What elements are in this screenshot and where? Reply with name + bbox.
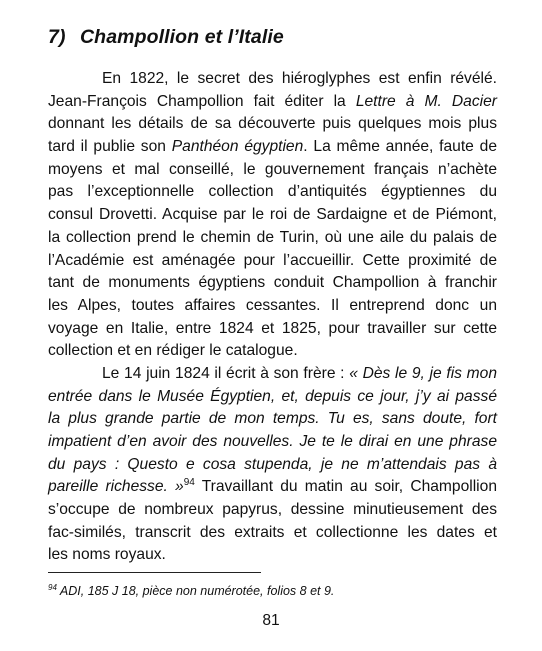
footnote bbox=[48, 584, 334, 598]
text-segment: tard il publie son bbox=[48, 138, 166, 156]
paragraph-1-line-9: l’Académie est aménagée pour l’accueillir. Cette proximité de bbox=[48, 251, 497, 269]
paragraph-1-line-13: collection et en rédiger le catalogue. bbox=[48, 342, 298, 360]
text-segment: Travaillant du matin au soir, Champollion bbox=[194, 478, 497, 496]
quote-segment: entrée dans le Musée Égyptien, et, depuis ce jour, j’y ai passé bbox=[48, 387, 497, 405]
paragraph-2-line-7: s’occupe de nombreux papyrus, dessine minutieusement des bbox=[48, 501, 497, 519]
paragraph-2-line-2 bbox=[48, 386, 497, 409]
paragraph-1-line-7: consul Drovetti. Acquise par le roi de Sardaigne et de Piémont, bbox=[48, 206, 497, 224]
paragraph-1-line-2 bbox=[48, 91, 497, 114]
text-segment: . La même année, faute de bbox=[303, 138, 497, 156]
italic-title-pantheon: Panthéon égyptien bbox=[171, 138, 304, 156]
paragraph-1-line-10: tant de monuments égyptiens conduit Champollion à franchir bbox=[48, 274, 497, 292]
paragraph-1-line-3: donnant les détails de sa découverte puis quelques mois plus bbox=[48, 115, 497, 133]
italic-title-lettre-a-dacier: Lettre à M. Dacier bbox=[355, 92, 497, 110]
footnote-separator bbox=[48, 572, 261, 573]
quote-segment: « Dès le 9, je fis mon bbox=[349, 364, 498, 382]
text-segment: Jean-François Champollion fait éditer la bbox=[48, 92, 346, 110]
paragraph-1-line-6: pas l’exceptionnelle collection d’antiquités égyptiennes du bbox=[48, 183, 497, 201]
quote-segment: pareille richesse. » bbox=[48, 478, 184, 496]
quote-segment: la plus grande partie de mon temps. Tu es, sans doute, fort bbox=[48, 410, 497, 428]
section-heading bbox=[48, 26, 284, 49]
page-number: 81 bbox=[262, 612, 280, 629]
paragraph-2-line-5 bbox=[48, 454, 497, 477]
section-title-text: Champollion et l’Italie bbox=[80, 26, 284, 48]
paragraph-1-line-12: voyage en Italie, entre 1824 et 1825, pour travailler sur cette bbox=[48, 319, 497, 337]
section-number: 7) bbox=[48, 26, 66, 48]
body-text bbox=[48, 68, 497, 567]
paragraph-2-line-3 bbox=[48, 408, 497, 431]
paragraph-1-line-4 bbox=[48, 136, 497, 159]
paragraph-1-line-11: les Alpes, toutes affaires cessantes. Il entreprend donc un bbox=[48, 296, 497, 314]
paragraph-1-line-1: En 1822, le secret des hiéroglyphes est enfin révélé. bbox=[102, 70, 497, 87]
paragraph-2-line-9: les noms royaux. bbox=[48, 546, 166, 564]
paragraph-1-line-5: moyens et mal conseillé, le gouvernement français n’achète bbox=[48, 160, 497, 178]
paragraph-1-line-8: la collection prend le chemin de Turin, où une aile du palais de bbox=[48, 228, 497, 246]
quote-segment: impatient d’en avoir des nouvelles. Je te le dirai en une phrase bbox=[48, 433, 497, 450]
quote-segment: du pays : Questo e cosa stupenda, je ne m’attendais pas à bbox=[48, 455, 497, 473]
text-segment: Le 14 juin 1824 il écrit à son frère : bbox=[102, 364, 350, 382]
footnote-reference[interactable]: 94 bbox=[183, 477, 195, 489]
paragraph-2-line-6 bbox=[48, 476, 497, 499]
footnote-text: ADI, 185 J 18, pièce non numérotée, folios 8 et 9. bbox=[56, 584, 335, 598]
paragraph-2-line-8: fac-similés, transcrit des extraits et collectionne les dates et bbox=[48, 523, 497, 541]
paragraph-2-line-1 bbox=[48, 363, 497, 386]
paragraph-2-line-4 bbox=[48, 431, 497, 454]
footnote-marker: 94 bbox=[48, 583, 57, 592]
